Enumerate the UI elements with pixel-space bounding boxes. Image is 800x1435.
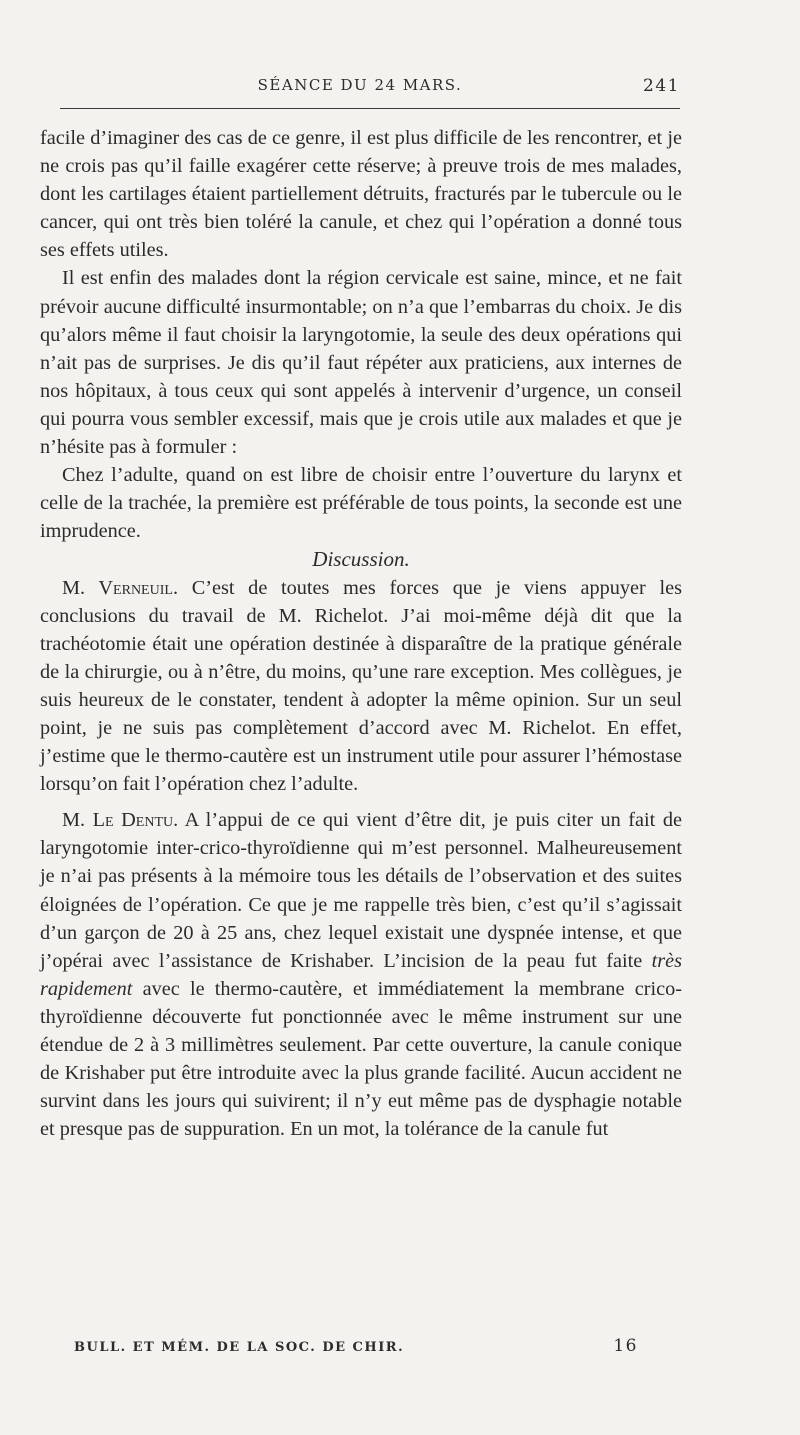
speaker-name: M. Verneuil. <box>62 576 179 599</box>
paragraph: Chez l’adulte, quand on est libre de choisir entre l’ouverture du larynx et celle de la trachée, la première est préférable de tous points, la seconde est une imprudence. <box>40 464 682 543</box>
page-footer <box>74 1336 638 1360</box>
header-rule <box>60 108 680 109</box>
speech-text: C’est de toutes mes forces que je viens appuyer les conclusions du travail de M. Richelot. J’ai moi-même déjà dit que la trachéotomie était une opération destinée à disparaître de la pratique générale de la chirurgie, ou à n’être, du moins, qu’une rare exception. Mes collègues, je suis heureux de le constater, tendent à adopter la même opinion. Sur un seul point, je ne suis pas complètement d’accord avec M. Richelot. En effet, j’estime que le thermo-cautère est un instrument utile pour assurer l’hémostase lorsqu’on fait l’opération chez l’adulte. <box>40 576 682 796</box>
speech-text: avec le thermo-cautère, et immédiatement la membrane crico-thyroïdienne découverte fut ponctionnée avec le même instrument sur une étendue de 2 à 3 millimètres seulement. Par cette ouverture, la canule conique de Krishaber put être introduite avec la plus grande facilité. Aucun accident ne survint dans les jours qui suivirent; il n’y eut même pas de dysphagie notable et presque pas de suppuration. En un mot, la tolérance de la canule fut <box>40 977 682 1141</box>
journal-footer: BULL. ET MÉM. DE LA SOC. DE CHIR. <box>74 1340 405 1355</box>
running-title: SÉANCE DU 24 MARS. <box>257 76 463 94</box>
paragraph: Il est enfin des malades dont la région cervicale est saine, mince, et ne fait prévoir aucune difficulté insurmontable; on n’a que l’embarras du choix. Je dis qu’alors même il faut choisir la laryngotomie, la seule des deux opérations qui n’ait pas de surprises. Je dis qu’il faut répéter aux praticiens, aux internes de nos hôpitaux, à tous ceux qui sont appelés à intervenir d’urgence, un conseil qui pourra vous sembler excessif, mais que je crois utile aux malades et que je n’hésite pas à formuler : <box>40 267 682 459</box>
speech-text: A l’appui de ce qui vient d’être dit, je puis citer un fait de laryngotomie inter-crico-thyroïdienne qui m’est personnel. Malheureusement je n’ai pas présents à la mémoire tous les détails de l’observation et des suites éloignées de l’opération. Ce que je me rappelle très bien, c’est qu’il s’agissait d’un garçon de 20 à 25 ans, chez lequel existait une dyspnée intense, et que j’opérai avec l’assistance de Krishaber. L’incision de la peau fut faite <box>40 809 682 972</box>
verneuil-remarks <box>40 574 682 799</box>
speaker-name: M. Le Dentu. <box>62 809 179 832</box>
page-number: 241 <box>643 76 680 96</box>
le-dentu-remarks <box>40 806 682 1143</box>
emphasis-text: très rapidement <box>40 949 682 1000</box>
paragraph: facile d’imaginer des cas de ce genre, il est plus difficile de les rencontrer, et je ne crois pas qu’il faille exagérer cette réserve; à preuve trois de mes malades, dont les cartilages étaient partiellement détruits, fracturés par le tubercule ou le cancer, qui ont très bien toléré la canule, et chez qui l’opération a donné tous ses effets utiles. <box>40 127 682 262</box>
signature-mark: 16 <box>613 1336 638 1356</box>
body-text <box>40 124 682 1143</box>
page-header <box>40 76 680 102</box>
discussion-heading: Discussion. <box>312 547 410 572</box>
